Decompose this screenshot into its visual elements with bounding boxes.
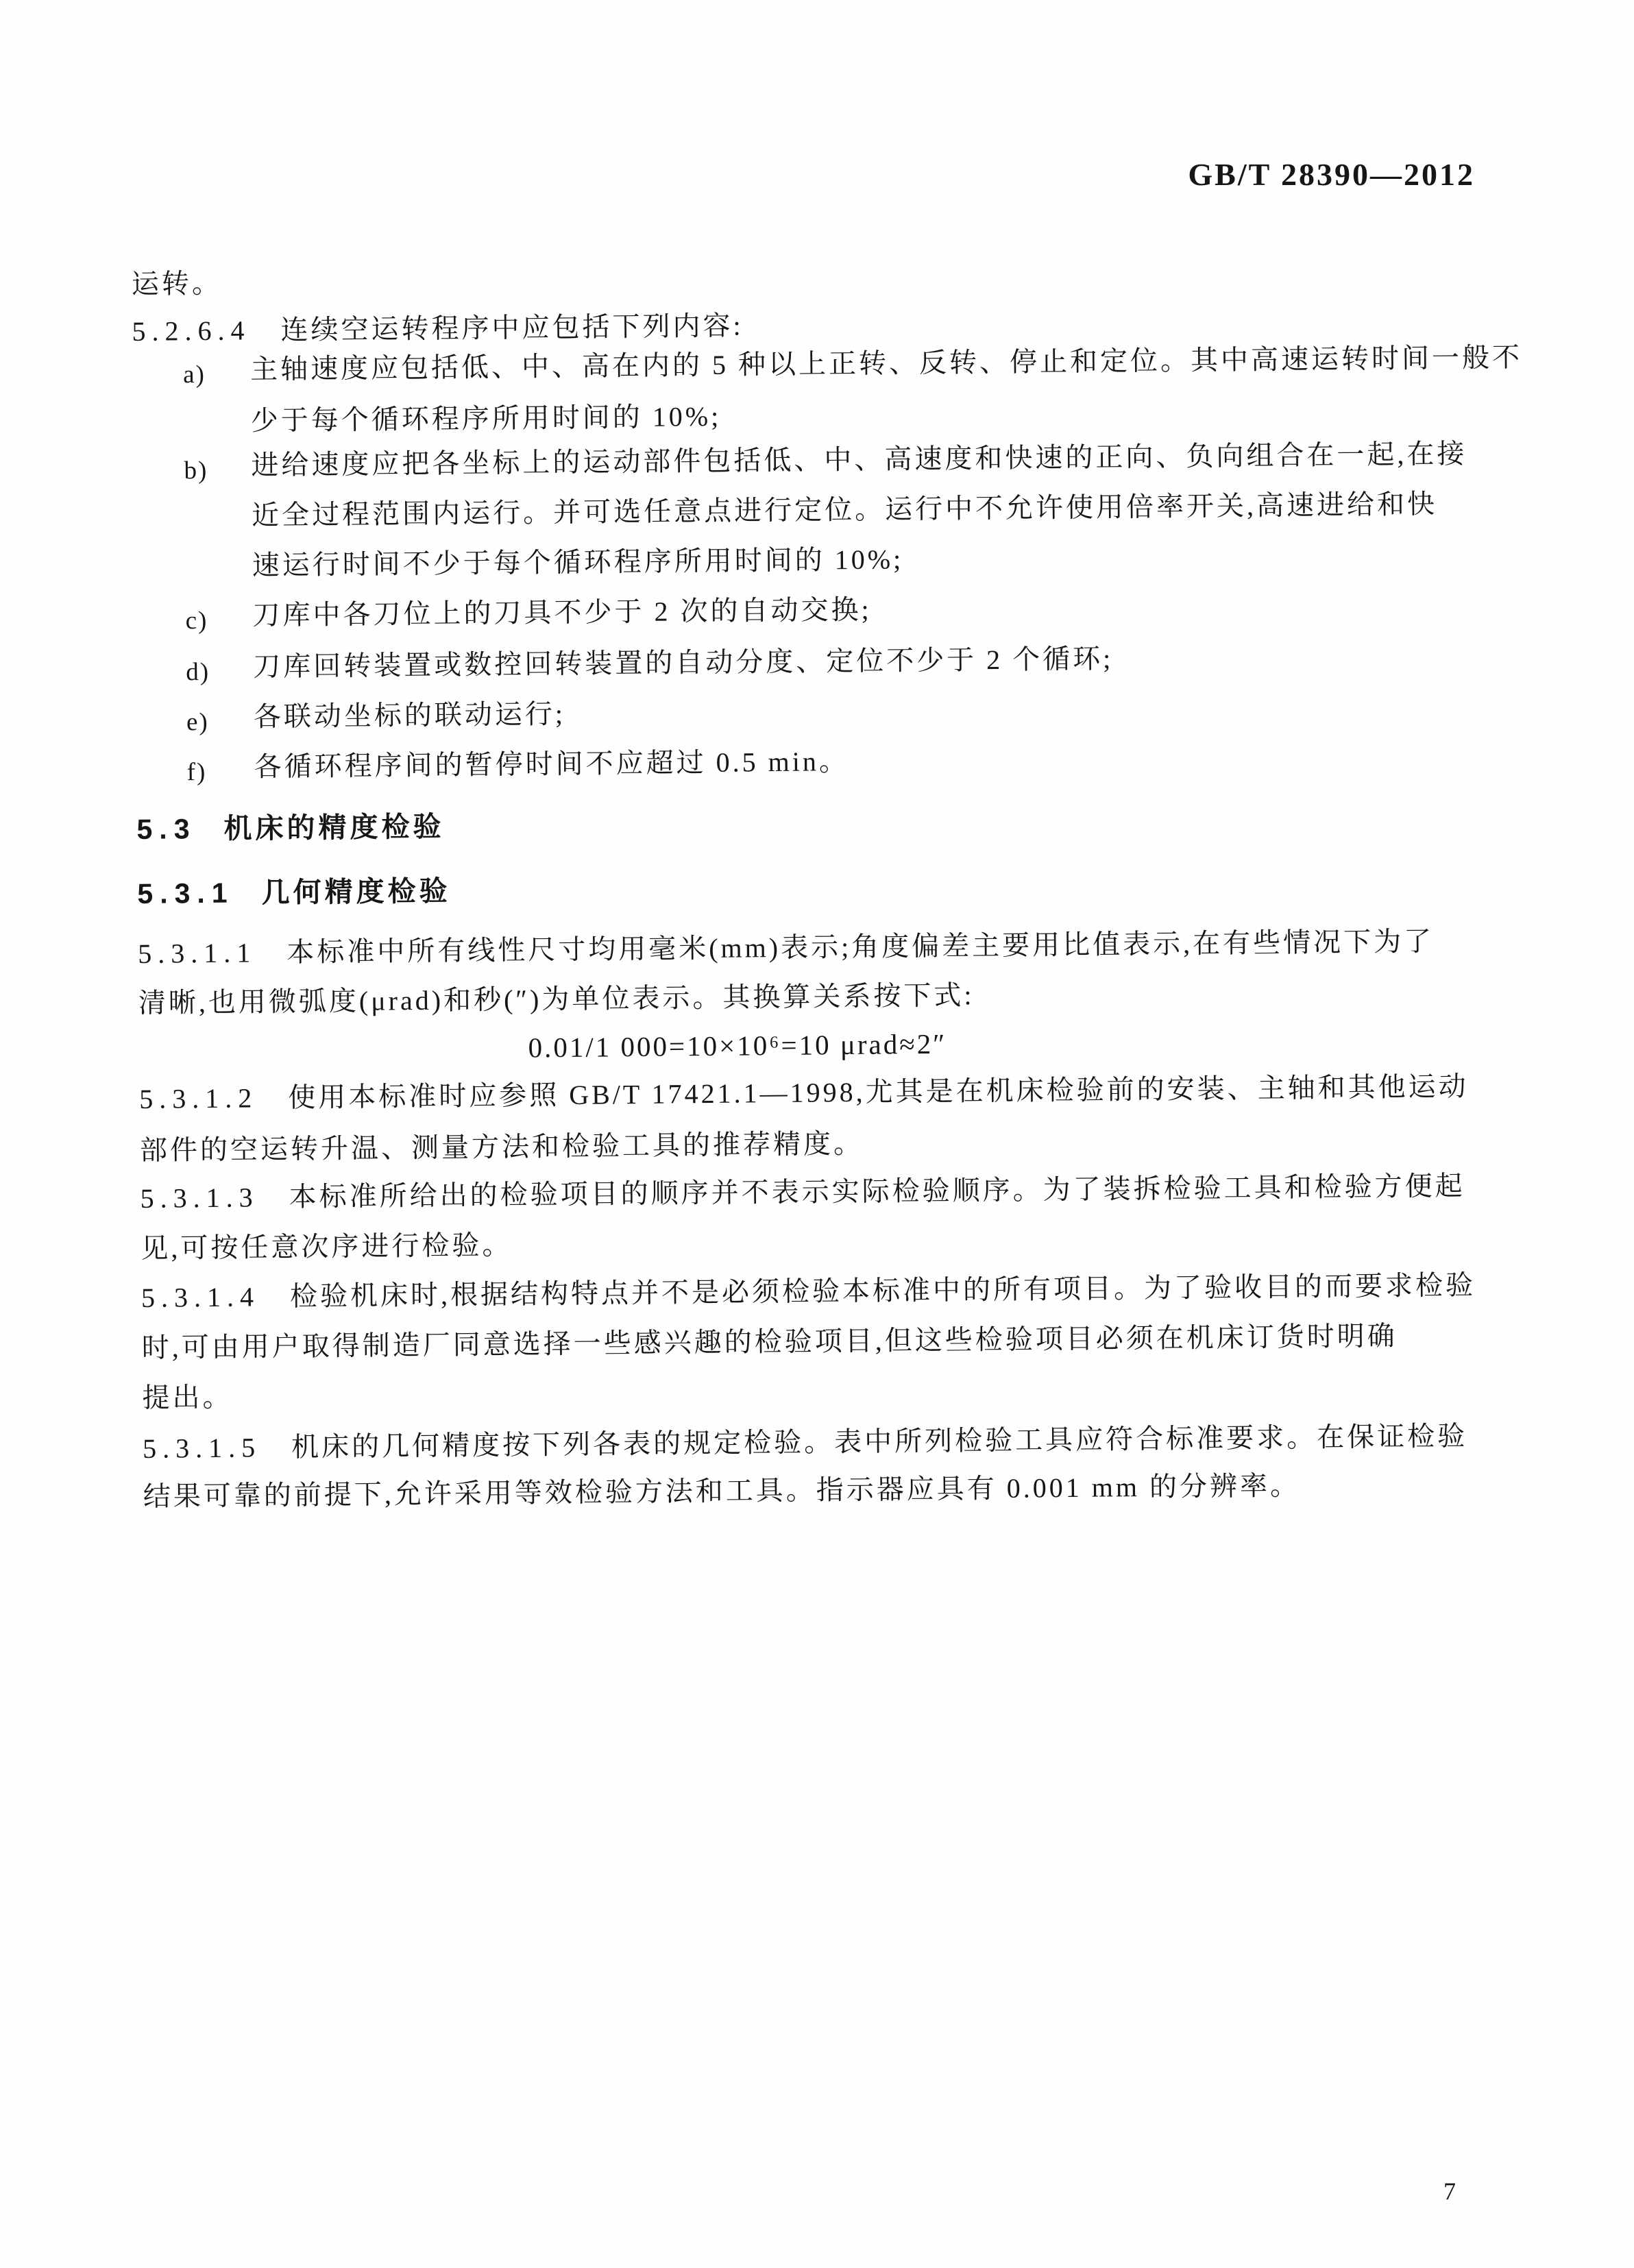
clause-5-3-1-3-line-1 (140, 1171, 1465, 1213)
list-item-label-a: a) (182, 360, 206, 389)
standard-code-header: GB/T 28390—2012 (1188, 157, 1475, 192)
clause-5-3-1-4-line-1 (141, 1270, 1476, 1313)
page-number: 7 (1443, 2178, 1456, 2205)
clause-number: 5.3.1.3 (140, 1182, 259, 1214)
list-item-b-line-2: 近全过程范围内运行。并可选任意点进行定位。运行中不允许使用倍率开关,高速进给和快 (251, 488, 1438, 531)
clause-title: 连续空运转程序中应包括下列内容: (280, 310, 744, 345)
list-item-label-f: f) (186, 758, 207, 787)
clause-5-3-1-4-line-3: 提出。 (142, 1381, 233, 1413)
list-item-a-line-2: 少于每个循环程序所用时间的 10%; (250, 400, 722, 437)
clause-5-3-1-4-line-2: 时,可由用户取得制造厂同意选择一些感兴趣的检验项目,但这些检验项目必须在机床订货时明确 (141, 1320, 1398, 1363)
section-heading-5-3-1 (137, 876, 451, 910)
section-title: 机床的精度检验 (223, 810, 445, 844)
clause-text: 使用本标准时应参照 GB/T 17421.1—1998,尤其是在机床检验前的安装、主轴和其他运动 (288, 1071, 1469, 1113)
clause-number: 5.3.1.1 (138, 937, 257, 969)
list-item-b-line-1: 进给速度应把各坐标上的运动部件包括低、中、高速度和快速的正向、负向组合在一起,在接 (251, 438, 1467, 481)
clause-text: 机床的几何精度按下列各表的规定检验。表中所列检验工具应符合标准要求。在保证检验 (291, 1420, 1468, 1463)
list-item-e-line-1: 各联动坐标的联动运行; (253, 698, 566, 733)
list-item-label-c: c) (185, 606, 208, 635)
section-title: 几何精度检验 (261, 875, 451, 909)
clause-text: 本标准中所有线性尺寸均用毫米(mm)表示;角度偏差主要用比值表示,在有些情况下为了 (286, 925, 1435, 968)
list-item-c-line-1: 刀库中各刀位上的刀具不少于 2 次的自动交换; (252, 594, 872, 631)
list-item-label-e: e) (186, 707, 209, 737)
list-item-f-line-1: 各循环程序间的暂停时间不应超过 0.5 min。 (254, 746, 850, 783)
clause-5-3-1-1-line-1 (138, 927, 1434, 968)
clause-5-3-1-1-line-2: 清晰,也用微弧度(μrad)和秒(″)为单位表示。其换算关系按下式: (138, 979, 975, 1019)
list-item-label-b: b) (184, 456, 208, 485)
list-item-b-line-3: 速运行时间不少于每个循环程序所用时间的 10%; (252, 544, 904, 581)
conversion-formula: 0.01/1 000=10×10⁶=10 μrad≈2″ (528, 1027, 947, 1064)
list-item-label-d: d) (186, 657, 210, 687)
clause-5-3-1-2-line-1 (139, 1071, 1469, 1114)
section-number: 5.3 (136, 813, 197, 845)
clause-text: 本标准所给出的检验项目的顺序并不表示实际检验顺序。为了装拆检验工具和检验方便起 (289, 1170, 1465, 1212)
clause-5-3-1-2-line-2: 部件的空运转升温、测量方法和检验工具的推荐精度。 (139, 1127, 864, 1166)
clause-number: 5.3.1.5 (142, 1432, 262, 1464)
clause-number: 5.2.6.4 (132, 315, 251, 347)
clause-5-2-6-4-title-line (132, 310, 743, 346)
clause-5-3-1-5-line-2: 结果可靠的前提下,允许采用等效检验方法和工具。指示器应具有 0.001 mm 的分辨率。 (143, 1470, 1301, 1512)
list-item-d-line-1: 刀库回转装置或数控回转装置的自动分度、定位不少于 2 个循环; (253, 643, 1114, 683)
list-item-a-line-1: 主轴速度应包括低、中、高在内的 5 种以上正转、反转、停止和定位。其中高速运转时间一般不 (249, 341, 1523, 385)
section-heading-5-3 (136, 812, 444, 845)
clause-number: 5.3.1.2 (139, 1082, 258, 1114)
section-number: 5.3.1 (137, 877, 234, 910)
intro-line: 运转。 (131, 267, 223, 300)
clause-text: 检验机床时,根据结构特点并不是必须检验本标准中的所有项目。为了验收目的而要求检验 (289, 1269, 1476, 1312)
clause-5-3-1-3-line-2: 见,可按任意次序进行检验。 (141, 1229, 513, 1264)
clause-number: 5.3.1.4 (141, 1281, 260, 1313)
clause-5-3-1-5-line-1 (143, 1421, 1467, 1463)
